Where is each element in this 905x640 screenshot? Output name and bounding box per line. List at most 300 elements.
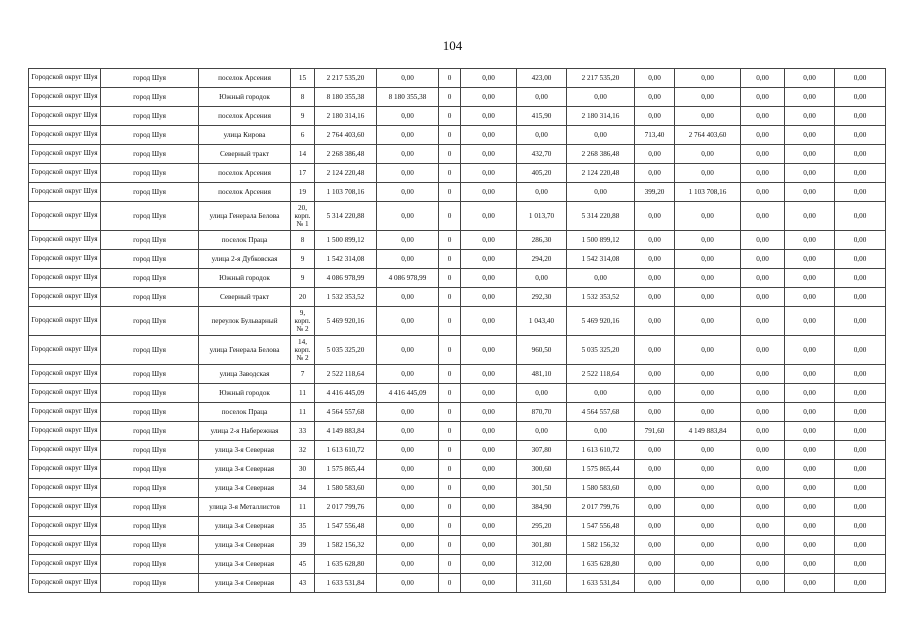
count-cell: 0 [439,288,461,307]
cost-cell: 0,00 [675,250,741,269]
cost-cell: 0,00 [835,231,886,250]
cost-cell: 0,00 [377,183,439,202]
cost-cell: 0,00 [461,183,517,202]
municipality-cell: Городской округ Шуя [29,574,101,593]
cost-cell: 1 500 899,12 [567,231,635,250]
cost-cell: 0,00 [675,269,741,288]
area-cell: 0,00 [517,422,567,441]
table-row [29,269,886,288]
municipality-cell: Городской округ Шуя [29,88,101,107]
cost-cell: 0,00 [741,107,785,126]
housing-repair-table [28,68,886,593]
cost-cell: 0,00 [461,69,517,88]
municipality-cell: Городской округ Шуя [29,479,101,498]
area-cell: 295,20 [517,517,567,536]
area-cell: 384,90 [517,498,567,517]
cost-cell: 0,00 [461,145,517,164]
table-row [29,460,886,479]
area-cell: 960,50 [517,336,567,365]
house-number-cell: 17 [291,164,315,183]
cost-cell: 0,00 [835,574,886,593]
cost-cell: 0,00 [461,574,517,593]
cost-cell: 1 580 583,60 [567,479,635,498]
area-cell: 0,00 [635,441,675,460]
area-cell: 432,70 [517,145,567,164]
cost-cell: 0,00 [377,202,439,231]
cost-cell: 0,00 [377,441,439,460]
cost-cell: 0,00 [377,536,439,555]
cost-cell: 0,00 [461,336,517,365]
cost-cell: 0,00 [741,336,785,365]
cost-cell: 0,00 [675,479,741,498]
area-cell: 0,00 [635,69,675,88]
street-cell: Северный тракт [199,145,291,164]
cost-cell: 0,00 [377,107,439,126]
locality-cell: город Шуя [101,536,199,555]
table-row [29,88,886,107]
count-cell: 0 [439,479,461,498]
table-row [29,288,886,307]
house-number-cell: 14, корп. № 2 [291,336,315,365]
area-cell: 307,80 [517,441,567,460]
locality-cell: город Шуя [101,460,199,479]
locality-cell: город Шуя [101,517,199,536]
cost-cell: 0,00 [377,422,439,441]
area-cell: 312,00 [517,555,567,574]
locality-cell: город Шуя [101,498,199,517]
count-cell: 0 [439,88,461,107]
total-cost-cell: 1 635 628,80 [315,555,377,574]
cost-cell: 0,00 [461,517,517,536]
cost-cell: 2 124 220,48 [567,164,635,183]
count-cell: 0 [439,202,461,231]
cost-cell: 5 314 220,88 [567,202,635,231]
table-row [29,441,886,460]
table-row [29,250,886,269]
total-cost-cell: 2 124 220,48 [315,164,377,183]
street-cell: улица Генерала Белова [199,202,291,231]
street-cell: улица 3-я Северная [199,574,291,593]
area-cell: 0,00 [635,231,675,250]
cost-cell: 0,00 [785,269,835,288]
count-cell: 0 [439,107,461,126]
cost-cell: 0,00 [377,365,439,384]
house-number-cell: 14 [291,145,315,164]
cost-cell: 0,00 [741,126,785,145]
area-cell: 0,00 [635,517,675,536]
count-cell: 0 [439,183,461,202]
area-cell: 481,10 [517,365,567,384]
cost-cell: 0,00 [785,403,835,422]
count-cell: 0 [439,307,461,336]
locality-cell: город Шуя [101,164,199,183]
cost-cell: 0,00 [785,107,835,126]
municipality-cell: Городской округ Шуя [29,288,101,307]
house-number-cell: 9 [291,250,315,269]
count-cell: 0 [439,422,461,441]
cost-cell: 4 149 883,84 [675,422,741,441]
cost-cell: 0,00 [377,498,439,517]
area-cell: 0,00 [635,384,675,403]
table-row [29,336,886,365]
municipality-cell: Городской округ Шуя [29,231,101,250]
locality-cell: город Шуя [101,336,199,365]
area-cell: 301,50 [517,479,567,498]
cost-cell: 0,00 [835,536,886,555]
cost-cell: 0,00 [675,145,741,164]
cost-cell: 0,00 [461,307,517,336]
house-number-cell: 34 [291,479,315,498]
house-number-cell: 30 [291,460,315,479]
area-cell: 1 013,70 [517,202,567,231]
cost-cell: 0,00 [835,403,886,422]
cost-cell: 0,00 [675,336,741,365]
area-cell: 286,30 [517,231,567,250]
house-number-cell: 20 [291,288,315,307]
cost-cell: 0,00 [675,365,741,384]
cost-cell: 0,00 [567,126,635,145]
table-row [29,384,886,403]
cost-cell: 0,00 [835,145,886,164]
cost-cell: 0,00 [741,517,785,536]
street-cell: улица 2-я Дубковская [199,250,291,269]
house-number-cell: 45 [291,555,315,574]
cost-cell: 1 635 628,80 [567,555,635,574]
municipality-cell: Городской округ Шуя [29,536,101,555]
cost-cell: 4 086 978,99 [377,269,439,288]
area-cell: 791,60 [635,422,675,441]
area-cell: 0,00 [517,183,567,202]
cost-cell: 0,00 [461,498,517,517]
cost-cell: 0,00 [675,441,741,460]
cost-cell: 0,00 [785,126,835,145]
house-number-cell: 6 [291,126,315,145]
total-cost-cell: 1 633 531,84 [315,574,377,593]
cost-cell: 0,00 [377,307,439,336]
cost-cell: 2 522 118,64 [567,365,635,384]
cost-cell: 1 582 156,32 [567,536,635,555]
cost-cell: 0,00 [377,517,439,536]
cost-cell: 0,00 [741,183,785,202]
table-row [29,403,886,422]
count-cell: 0 [439,403,461,422]
cost-cell: 0,00 [835,441,886,460]
municipality-cell: Городской округ Шуя [29,336,101,365]
area-cell: 294,20 [517,250,567,269]
municipality-cell: Городской округ Шуя [29,555,101,574]
cost-cell: 0,00 [835,307,886,336]
locality-cell: город Шуя [101,403,199,422]
street-cell: улица Кирова [199,126,291,145]
street-cell: улица 2-я Набережная [199,422,291,441]
house-number-cell: 32 [291,441,315,460]
municipality-cell: Городской округ Шуя [29,202,101,231]
table-row [29,69,886,88]
count-cell: 0 [439,555,461,574]
locality-cell: город Шуя [101,145,199,164]
count-cell: 0 [439,517,461,536]
cost-cell: 0,00 [785,384,835,403]
street-cell: улица 3-я Северная [199,536,291,555]
cost-cell: 0,00 [835,479,886,498]
cost-cell: 0,00 [785,365,835,384]
cost-cell: 0,00 [461,555,517,574]
total-cost-cell: 8 180 355,38 [315,88,377,107]
street-cell: улица 3-я Северная [199,479,291,498]
area-cell: 0,00 [635,403,675,422]
cost-cell: 0,00 [785,422,835,441]
cost-cell: 0,00 [567,88,635,107]
locality-cell: город Шуя [101,365,199,384]
cost-cell: 0,00 [785,574,835,593]
cost-cell: 1 575 865,44 [567,460,635,479]
cost-cell: 0,00 [835,336,886,365]
cost-cell: 1 532 353,52 [567,288,635,307]
house-number-cell: 11 [291,384,315,403]
area-cell: 423,00 [517,69,567,88]
cost-cell: 0,00 [461,202,517,231]
cost-cell: 0,00 [675,164,741,183]
locality-cell: город Шуя [101,555,199,574]
cost-cell: 1 633 531,84 [567,574,635,593]
area-cell: 0,00 [635,88,675,107]
cost-cell: 1 613 610,72 [567,441,635,460]
cost-cell: 0,00 [835,202,886,231]
locality-cell: город Шуя [101,288,199,307]
cost-cell: 0,00 [835,517,886,536]
cost-cell: 0,00 [461,126,517,145]
total-cost-cell: 1 500 899,12 [315,231,377,250]
municipality-cell: Городской округ Шуя [29,498,101,517]
cost-cell: 4 564 557,68 [567,403,635,422]
total-cost-cell: 1 582 156,32 [315,536,377,555]
cost-cell: 0,00 [741,307,785,336]
total-cost-cell: 5 314 220,88 [315,202,377,231]
cost-cell: 0,00 [785,336,835,365]
municipality-cell: Городской округ Шуя [29,269,101,288]
total-cost-cell: 2 217 535,20 [315,69,377,88]
area-cell: 0,00 [635,536,675,555]
area-cell: 0,00 [635,269,675,288]
cost-cell: 0,00 [741,384,785,403]
cost-cell: 0,00 [741,250,785,269]
cost-cell: 0,00 [785,231,835,250]
municipality-cell: Городской округ Шуя [29,441,101,460]
street-cell: поселок Праца [199,403,291,422]
cost-cell: 0,00 [835,69,886,88]
cost-cell: 0,00 [835,269,886,288]
cost-cell: 0,00 [377,288,439,307]
house-number-cell: 39 [291,536,315,555]
locality-cell: город Шуя [101,126,199,145]
municipality-cell: Городской округ Шуя [29,107,101,126]
cost-cell: 0,00 [461,422,517,441]
area-cell: 0,00 [635,574,675,593]
count-cell: 0 [439,574,461,593]
municipality-cell: Городской округ Шуя [29,307,101,336]
cost-cell: 0,00 [567,384,635,403]
count-cell: 0 [439,164,461,183]
house-number-cell: 35 [291,517,315,536]
table-row [29,231,886,250]
locality-cell: город Шуя [101,107,199,126]
area-cell: 713,40 [635,126,675,145]
street-cell: улица 3-я Северная [199,441,291,460]
locality-cell: город Шуя [101,88,199,107]
cost-cell: 0,00 [741,422,785,441]
cost-cell: 0,00 [835,288,886,307]
table-body [29,69,886,593]
total-cost-cell: 4 086 978,99 [315,269,377,288]
cost-cell: 0,00 [741,498,785,517]
cost-cell: 0,00 [675,555,741,574]
municipality-cell: Городской округ Шуя [29,365,101,384]
table-row [29,498,886,517]
cost-cell: 0,00 [835,498,886,517]
locality-cell: город Шуя [101,574,199,593]
cost-cell: 0,00 [675,202,741,231]
count-cell: 0 [439,498,461,517]
cost-cell: 0,00 [785,202,835,231]
cost-cell: 0,00 [461,88,517,107]
cost-cell: 0,00 [377,164,439,183]
area-cell: 0,00 [635,555,675,574]
cost-cell: 0,00 [741,365,785,384]
total-cost-cell: 2 180 314,16 [315,107,377,126]
table-row [29,479,886,498]
street-cell: улица 3-я Северная [199,460,291,479]
locality-cell: город Шуя [101,183,199,202]
cost-cell: 0,00 [835,164,886,183]
cost-cell: 0,00 [675,498,741,517]
municipality-cell: Городской округ Шуя [29,250,101,269]
cost-cell: 0,00 [785,517,835,536]
count-cell: 0 [439,336,461,365]
cost-cell: 0,00 [785,69,835,88]
cost-cell: 2 268 386,48 [567,145,635,164]
municipality-cell: Городской округ Шуя [29,422,101,441]
total-cost-cell: 1 575 865,44 [315,460,377,479]
street-cell: улица Заводская [199,365,291,384]
table-row [29,536,886,555]
total-cost-cell: 1 547 556,48 [315,517,377,536]
house-number-cell: 19 [291,183,315,202]
area-cell: 0,00 [635,479,675,498]
street-cell: Северный тракт [199,288,291,307]
total-cost-cell: 1 542 314,08 [315,250,377,269]
cost-cell: 0,00 [785,460,835,479]
cost-cell: 0,00 [461,384,517,403]
area-cell: 0,00 [635,498,675,517]
cost-cell: 0,00 [461,107,517,126]
cost-cell: 0,00 [675,574,741,593]
cost-cell: 1 547 556,48 [567,517,635,536]
cost-cell: 0,00 [377,145,439,164]
cost-cell: 0,00 [567,183,635,202]
cost-cell: 0,00 [377,231,439,250]
cost-cell: 8 180 355,38 [377,88,439,107]
cost-cell: 0,00 [675,107,741,126]
house-number-cell: 7 [291,365,315,384]
total-cost-cell: 5 035 325,20 [315,336,377,365]
total-cost-cell: 4 149 883,84 [315,422,377,441]
cost-cell: 0,00 [461,231,517,250]
area-cell: 292,30 [517,288,567,307]
cost-cell: 4 416 445,09 [377,384,439,403]
table-row [29,202,886,231]
area-cell: 0,00 [635,164,675,183]
count-cell: 0 [439,126,461,145]
table-row [29,555,886,574]
cost-cell: 0,00 [741,88,785,107]
municipality-cell: Городской округ Шуя [29,145,101,164]
cost-cell: 0,00 [377,336,439,365]
cost-cell: 0,00 [741,288,785,307]
cost-cell: 0,00 [377,69,439,88]
area-cell: 0,00 [635,288,675,307]
cost-cell: 0,00 [741,69,785,88]
area-cell: 0,00 [635,250,675,269]
cost-cell: 0,00 [461,536,517,555]
cost-cell: 0,00 [741,460,785,479]
table-row [29,307,886,336]
street-cell: улица 3-я Металлистов [199,498,291,517]
cost-cell: 0,00 [461,479,517,498]
cost-cell: 0,00 [835,183,886,202]
cost-cell: 0,00 [835,250,886,269]
cost-cell: 0,00 [785,183,835,202]
house-number-cell: 9 [291,107,315,126]
total-cost-cell: 1 103 708,16 [315,183,377,202]
area-cell: 415,90 [517,107,567,126]
area-cell: 0,00 [635,145,675,164]
cost-cell: 0,00 [785,307,835,336]
cost-cell: 0,00 [835,555,886,574]
cost-cell: 0,00 [835,384,886,403]
cost-cell: 0,00 [741,574,785,593]
municipality-cell: Городской округ Шуя [29,126,101,145]
cost-cell: 0,00 [461,441,517,460]
street-cell: Южный городок [199,88,291,107]
street-cell: переулок Бульварный [199,307,291,336]
table-row [29,183,886,202]
count-cell: 0 [439,69,461,88]
cost-cell: 0,00 [675,384,741,403]
cost-cell: 0,00 [785,555,835,574]
house-number-cell: 8 [291,231,315,250]
total-cost-cell: 1 532 353,52 [315,288,377,307]
table-row [29,145,886,164]
count-cell: 0 [439,269,461,288]
total-cost-cell: 2 017 799,76 [315,498,377,517]
count-cell: 0 [439,231,461,250]
total-cost-cell: 1 613 610,72 [315,441,377,460]
table-row [29,517,886,536]
area-cell: 399,20 [635,183,675,202]
area-cell: 0,00 [635,202,675,231]
cost-cell: 0,00 [835,460,886,479]
cost-cell: 0,00 [567,269,635,288]
table-row [29,107,886,126]
cost-cell: 0,00 [461,403,517,422]
cost-cell: 0,00 [835,422,886,441]
cost-cell: 1 103 708,16 [675,183,741,202]
cost-cell: 0,00 [675,517,741,536]
cost-cell: 0,00 [741,164,785,183]
cost-cell: 0,00 [675,403,741,422]
area-cell: 1 043,40 [517,307,567,336]
cost-cell: 0,00 [741,479,785,498]
